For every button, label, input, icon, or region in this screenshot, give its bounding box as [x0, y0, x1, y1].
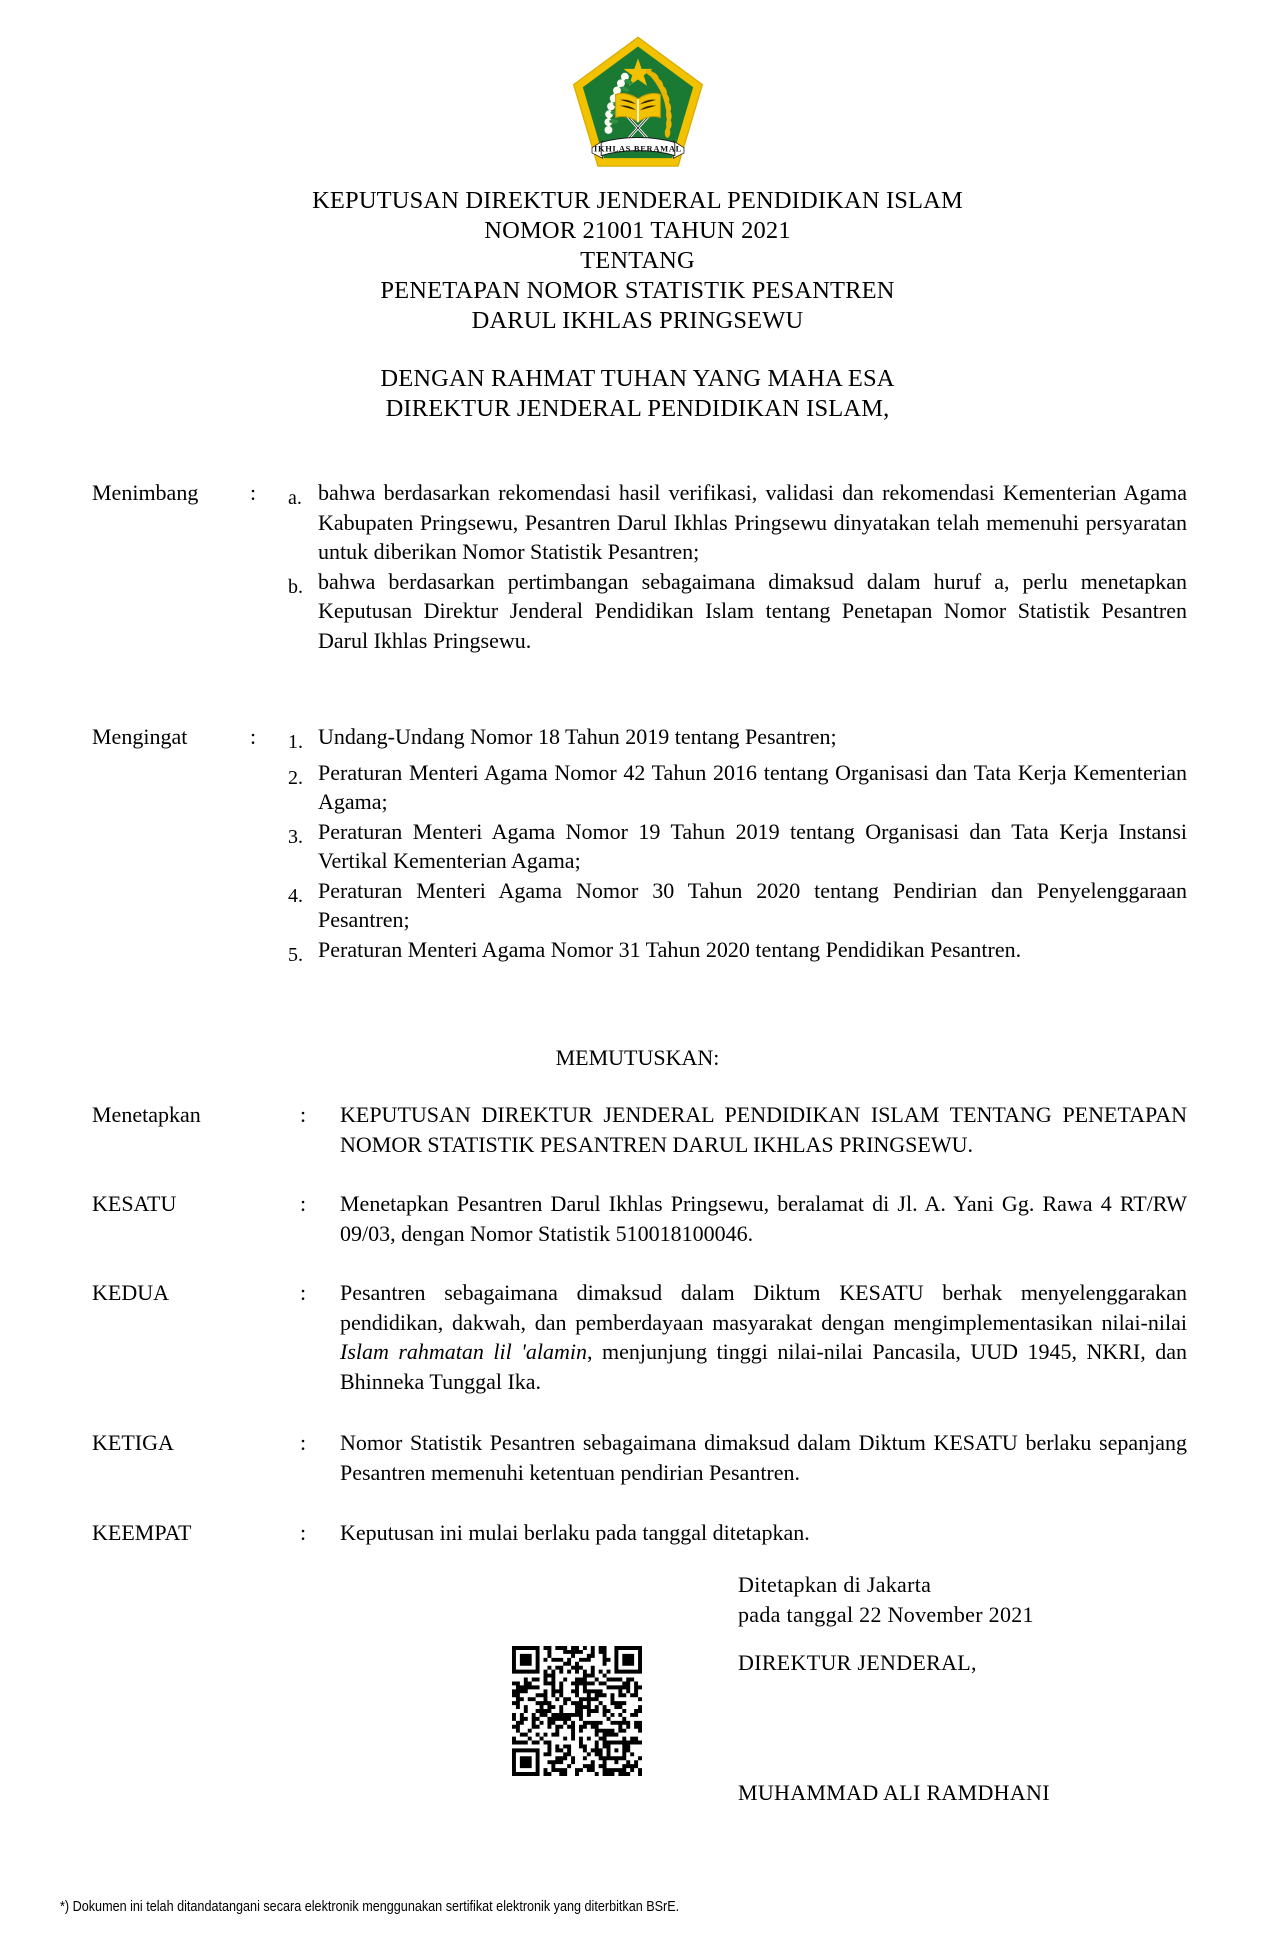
header-spacer [0, 336, 1275, 364]
diktum-ketiga [92, 1428, 1187, 1487]
menimbang-clause [92, 478, 1187, 655]
mengingat-text-2: Peraturan Menteri Agama Nomor 42 Tahun 2016 tentang Organisasi dan Tata Kerja Kementerian Agama; [318, 759, 1187, 814]
signature-position: DIREKTUR JENDERAL, [738, 1650, 977, 1675]
menetapkan-label: Menetapkan [92, 1102, 201, 1127]
kedua-text-part2: , menjunjung tinggi nilai-nilai Pancasila, UUD 1945, NKRI, dan Bhinneka Tunggal Ika. [340, 1339, 1187, 1394]
mengingat-list [288, 722, 1187, 970]
signature-name: MUHAMMAD ALI RAMDHANI [738, 1780, 1050, 1805]
menetapkan-colon: : [300, 1102, 307, 1127]
ketiga-text: Nomor Statistik Pesantren sebagaimana dimaksud dalam Diktum KESATU berlaku sepanjang Pesantren memenuhi ketentuan pendirian Pesantren. [340, 1430, 1187, 1485]
mengingat-clause [92, 722, 1187, 970]
document-header [0, 186, 1275, 424]
list-item [288, 758, 1187, 817]
signature-date: pada tanggal 22 November 2021 [738, 1602, 1034, 1627]
kedua-text-part1: Pesantren sebagaimana dimaksud dalam Diktum KESATU berhak menyelenggarakan pendidikan, dakwah, dan pemberdayaan masyarakat dengan mengimplementasikan nilai-nilai [340, 1280, 1187, 1335]
kedua-text-italic: Islam rahmatan lil 'alamin [340, 1339, 588, 1364]
mengingat-marker-5: 5. [288, 943, 303, 966]
logo-container [0, 36, 1275, 170]
mengingat-marker-3: 3. [288, 825, 303, 848]
ketiga-colon: : [300, 1430, 307, 1455]
header-line-6: DENGAN RAHMAT TUHAN YANG MAHA ESA [380, 365, 895, 392]
ketiga-label: KETIGA [92, 1430, 174, 1455]
diktum-kesatu [92, 1189, 1187, 1248]
diktum-menetapkan [92, 1100, 1187, 1159]
list-item [288, 817, 1187, 876]
kesatu-label: KESATU [92, 1191, 177, 1216]
diktum-kedua [92, 1278, 1187, 1396]
mengingat-text-3: Peraturan Menteri Agama Nomor 19 Tahun 2019 tentang Organisasi dan Tata Kerja Instansi Vertikal Kementerian Agama; [318, 818, 1187, 873]
kesatu-text: Menetapkan Pesantren Darul Ikhlas Pringsewu, beralamat di Jl. A. Yani Gg. Rawa 4 RT/RW 09/03, dengan Nomor Statistik 510018100046. [340, 1191, 1187, 1246]
list-item [288, 935, 1187, 971]
keempat-colon: : [300, 1520, 307, 1545]
header-line-4: PENETAPAN NOMOR STATISTIK PESANTREN [380, 277, 895, 304]
menimbang-content [288, 478, 1187, 655]
header-line-7: DIREKTUR JENDERAL PENDIDIKAN ISLAM, [385, 395, 890, 422]
menimbang-text-a: bahwa berdasarkan rekomendasi hasil verifikasi, validasi dan rekomendasi Kementerian Agama Kabupaten Pringsewu, Pesantren Darul Ikhlas Pringsewu dinyatakan telah memenuhi persyaratan untuk diberikan Nomor Statistik Pesantren; [318, 480, 1187, 564]
list-item [288, 876, 1187, 935]
signature-place-date [738, 1570, 1034, 1630]
kedua-colon: : [300, 1280, 307, 1305]
mengingat-marker-2: 2. [288, 766, 303, 789]
kesatu-colon: : [300, 1191, 307, 1216]
footer-electronic-signature-note: *) Dokumen ini telah ditandatangani secara elektronik menggunakan sertifikat elektronik yang diterbitkan BSrE. [60, 1899, 680, 1915]
menimbang-list [288, 478, 1187, 655]
mengingat-marker-1: 1. [288, 731, 303, 753]
list-item [288, 478, 1187, 567]
mengingat-text-1: Undang-Undang Nomor 18 Tahun 2019 tentang Pesantren; [318, 724, 837, 749]
header-line-2: NOMOR 21001 TAHUN 2021 [484, 217, 791, 244]
menetapkan-text: KEPUTUSAN DIREKTUR JENDERAL PENDIDIKAN ISLAM TENTANG PENETAPAN NOMOR STATISTIK PESANTREN DARUL IKHLAS PRINGSEWU. [340, 1102, 1187, 1157]
header-line-3: TENTANG [580, 247, 695, 274]
menimbang-marker-a: a. [288, 487, 302, 509]
menimbang-marker-b: b. [288, 575, 303, 598]
mengingat-text-5: Peraturan Menteri Agama Nomor 31 Tahun 2020 tentang Pendidikan Pesantren. [318, 936, 1022, 962]
kedua-text [340, 1278, 1187, 1396]
signature-place: Ditetapkan di Jakarta [738, 1572, 932, 1597]
diktum-keempat [92, 1518, 1187, 1548]
menimbang-label: Menimbang [92, 480, 199, 505]
list-item [288, 567, 1187, 656]
kedua-label: KEDUA [92, 1280, 169, 1305]
mengingat-text-4: Peraturan Menteri Agama Nomor 30 Tahun 2020 tentang Pendirian dan Penyelenggaraan Pesantren; [318, 877, 1187, 932]
mengingat-label: Mengingat [92, 724, 188, 749]
electronic-signature-qr-code [512, 1646, 642, 1776]
menimbang-colon: : [250, 480, 257, 505]
mengingat-colon: : [250, 724, 257, 749]
list-item [288, 722, 1187, 758]
header-line-5: DARUL IKHLAS PRINGSEWU [471, 307, 804, 334]
keempat-text: Keputusan ini mulai berlaku pada tanggal ditetapkan. [340, 1520, 810, 1545]
kementerian-agama-logo [572, 36, 704, 170]
mengingat-content [288, 722, 1187, 970]
menimbang-text-b: bahwa berdasarkan pertimbangan sebagaimana dimaksud dalam huruf a, perlu menetapkan Keputusan Direktur Jenderal Pendidikan Islam tentang Penetapan Nomor Statistik Pesantren Darul Ikhlas Pringsewu. [318, 568, 1187, 653]
keempat-label: KEEMPAT [92, 1520, 192, 1545]
memutuskan-heading: MEMUTUSKAN: [555, 1045, 720, 1070]
header-line-1: KEPUTUSAN DIREKTUR JENDERAL PENDIDIKAN ISLAM [312, 187, 963, 214]
mengingat-marker-4: 4. [288, 884, 303, 907]
svg-text:IKHLAS BERAMAL: IKHLAS BERAMAL [593, 143, 682, 154]
